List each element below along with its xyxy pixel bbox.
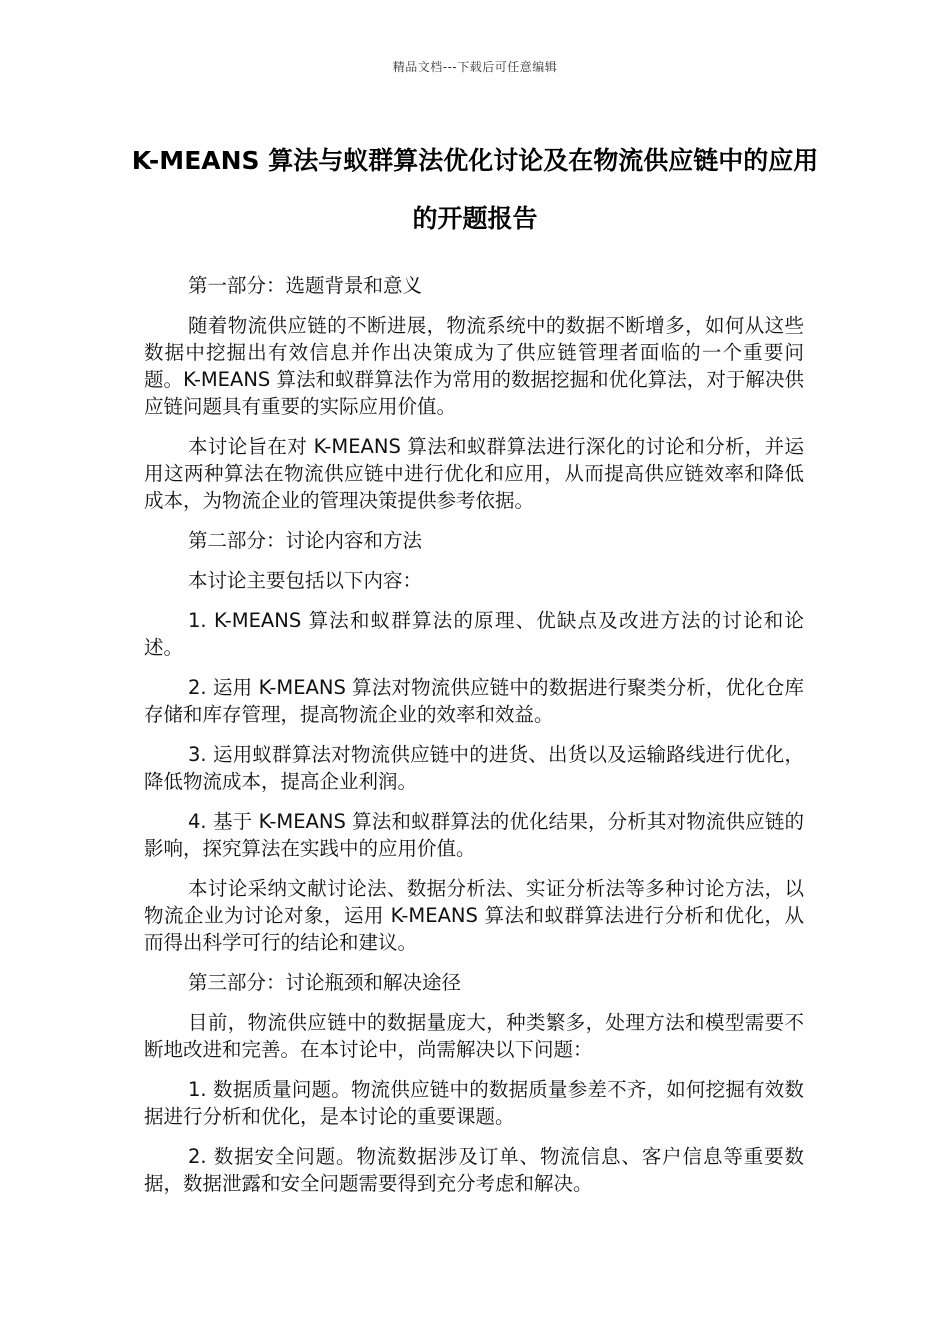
list-item-problem-2: 2. 数据安全问题。物流数据涉及订单、物流信息、客户信息等重要数据，数据泄露和安全问题需要得到充分考虑和解决。 [144,1145,804,1195]
paragraph-methods: 本讨论采纳文献讨论法、数据分析法、实证分析法等多种讨论方法，以物流企业为讨论对象，运用 K-MEANS 算法和蚁群算法进行分析和优化，从而得出科学可行的结论和建议。 [144,877,804,954]
section-heading-1: 第一部分：选题背景和意义 [188,274,423,297]
paragraph-purpose: 本讨论旨在对 K-MEANS 算法和蚁群算法进行深化的讨论和分析，并运用这两种算法在物流供应链中进行优化和应用，从而提高供应链效率和降低成本，为物流企业的管理决策提供参考依据。 [144,435,804,512]
section-heading-2: 第二部分：讨论内容和方法 [188,529,423,552]
list-item-content-1: 1. K-MEANS 算法和蚁群算法的原理、优缺点及改进方法的讨论和论述。 [144,609,804,659]
list-item-content-3: 3. 运用蚁群算法对物流供应链中的进货、出货以及运输路线进行优化，降低物流成本，提高企业利润。 [144,743,804,793]
paragraph-contents-intro: 本讨论主要包括以下内容： [188,569,423,592]
list-item-content-2: 2. 运用 K-MEANS 算法对物流供应链中的数据进行聚类分析，优化仓库存储和库存管理，提高物流企业的效率和效益。 [144,676,804,726]
section-heading-3: 第三部分：讨论瓶颈和解决途径 [188,971,462,994]
list-item-problem-1: 1. 数据质量问题。物流供应链中的数据质量参差不齐，如何挖掘有效数据进行分析和优化，是本讨论的重要课题。 [144,1078,804,1128]
document-title: K-MEANS 算法与蚁群算法优化讨论及在物流供应链中的应用的开题报告 [131,146,819,233]
list-item-content-4: 4. 基于 K-MEANS 算法和蚁群算法的优化结果，分析其对物流供应链的影响，探究算法在实践中的应用价值。 [144,810,804,860]
paragraph-bottleneck-intro: 目前，物流供应链中的数据量庞大，种类繁多，处理方法和模型需要不断地改进和完善。在本讨论中，尚需解决以下问题： [144,1011,804,1061]
header-note: 精品文档---下载后可任意编辑 [392,60,558,74]
paragraph-background: 随着物流供应链的不断进展，物流系统中的数据不断增多，如何从这些数据中挖掘出有效信息并作出决策成为了供应链管理者面临的一个重要问题。K-MEANS 算法和蚁群算法作为常用的数据挖掘和优化算法，对于解决供应链问题具有重要的实际应用价值。 [144,314,804,418]
document-body [144,272,804,1210]
